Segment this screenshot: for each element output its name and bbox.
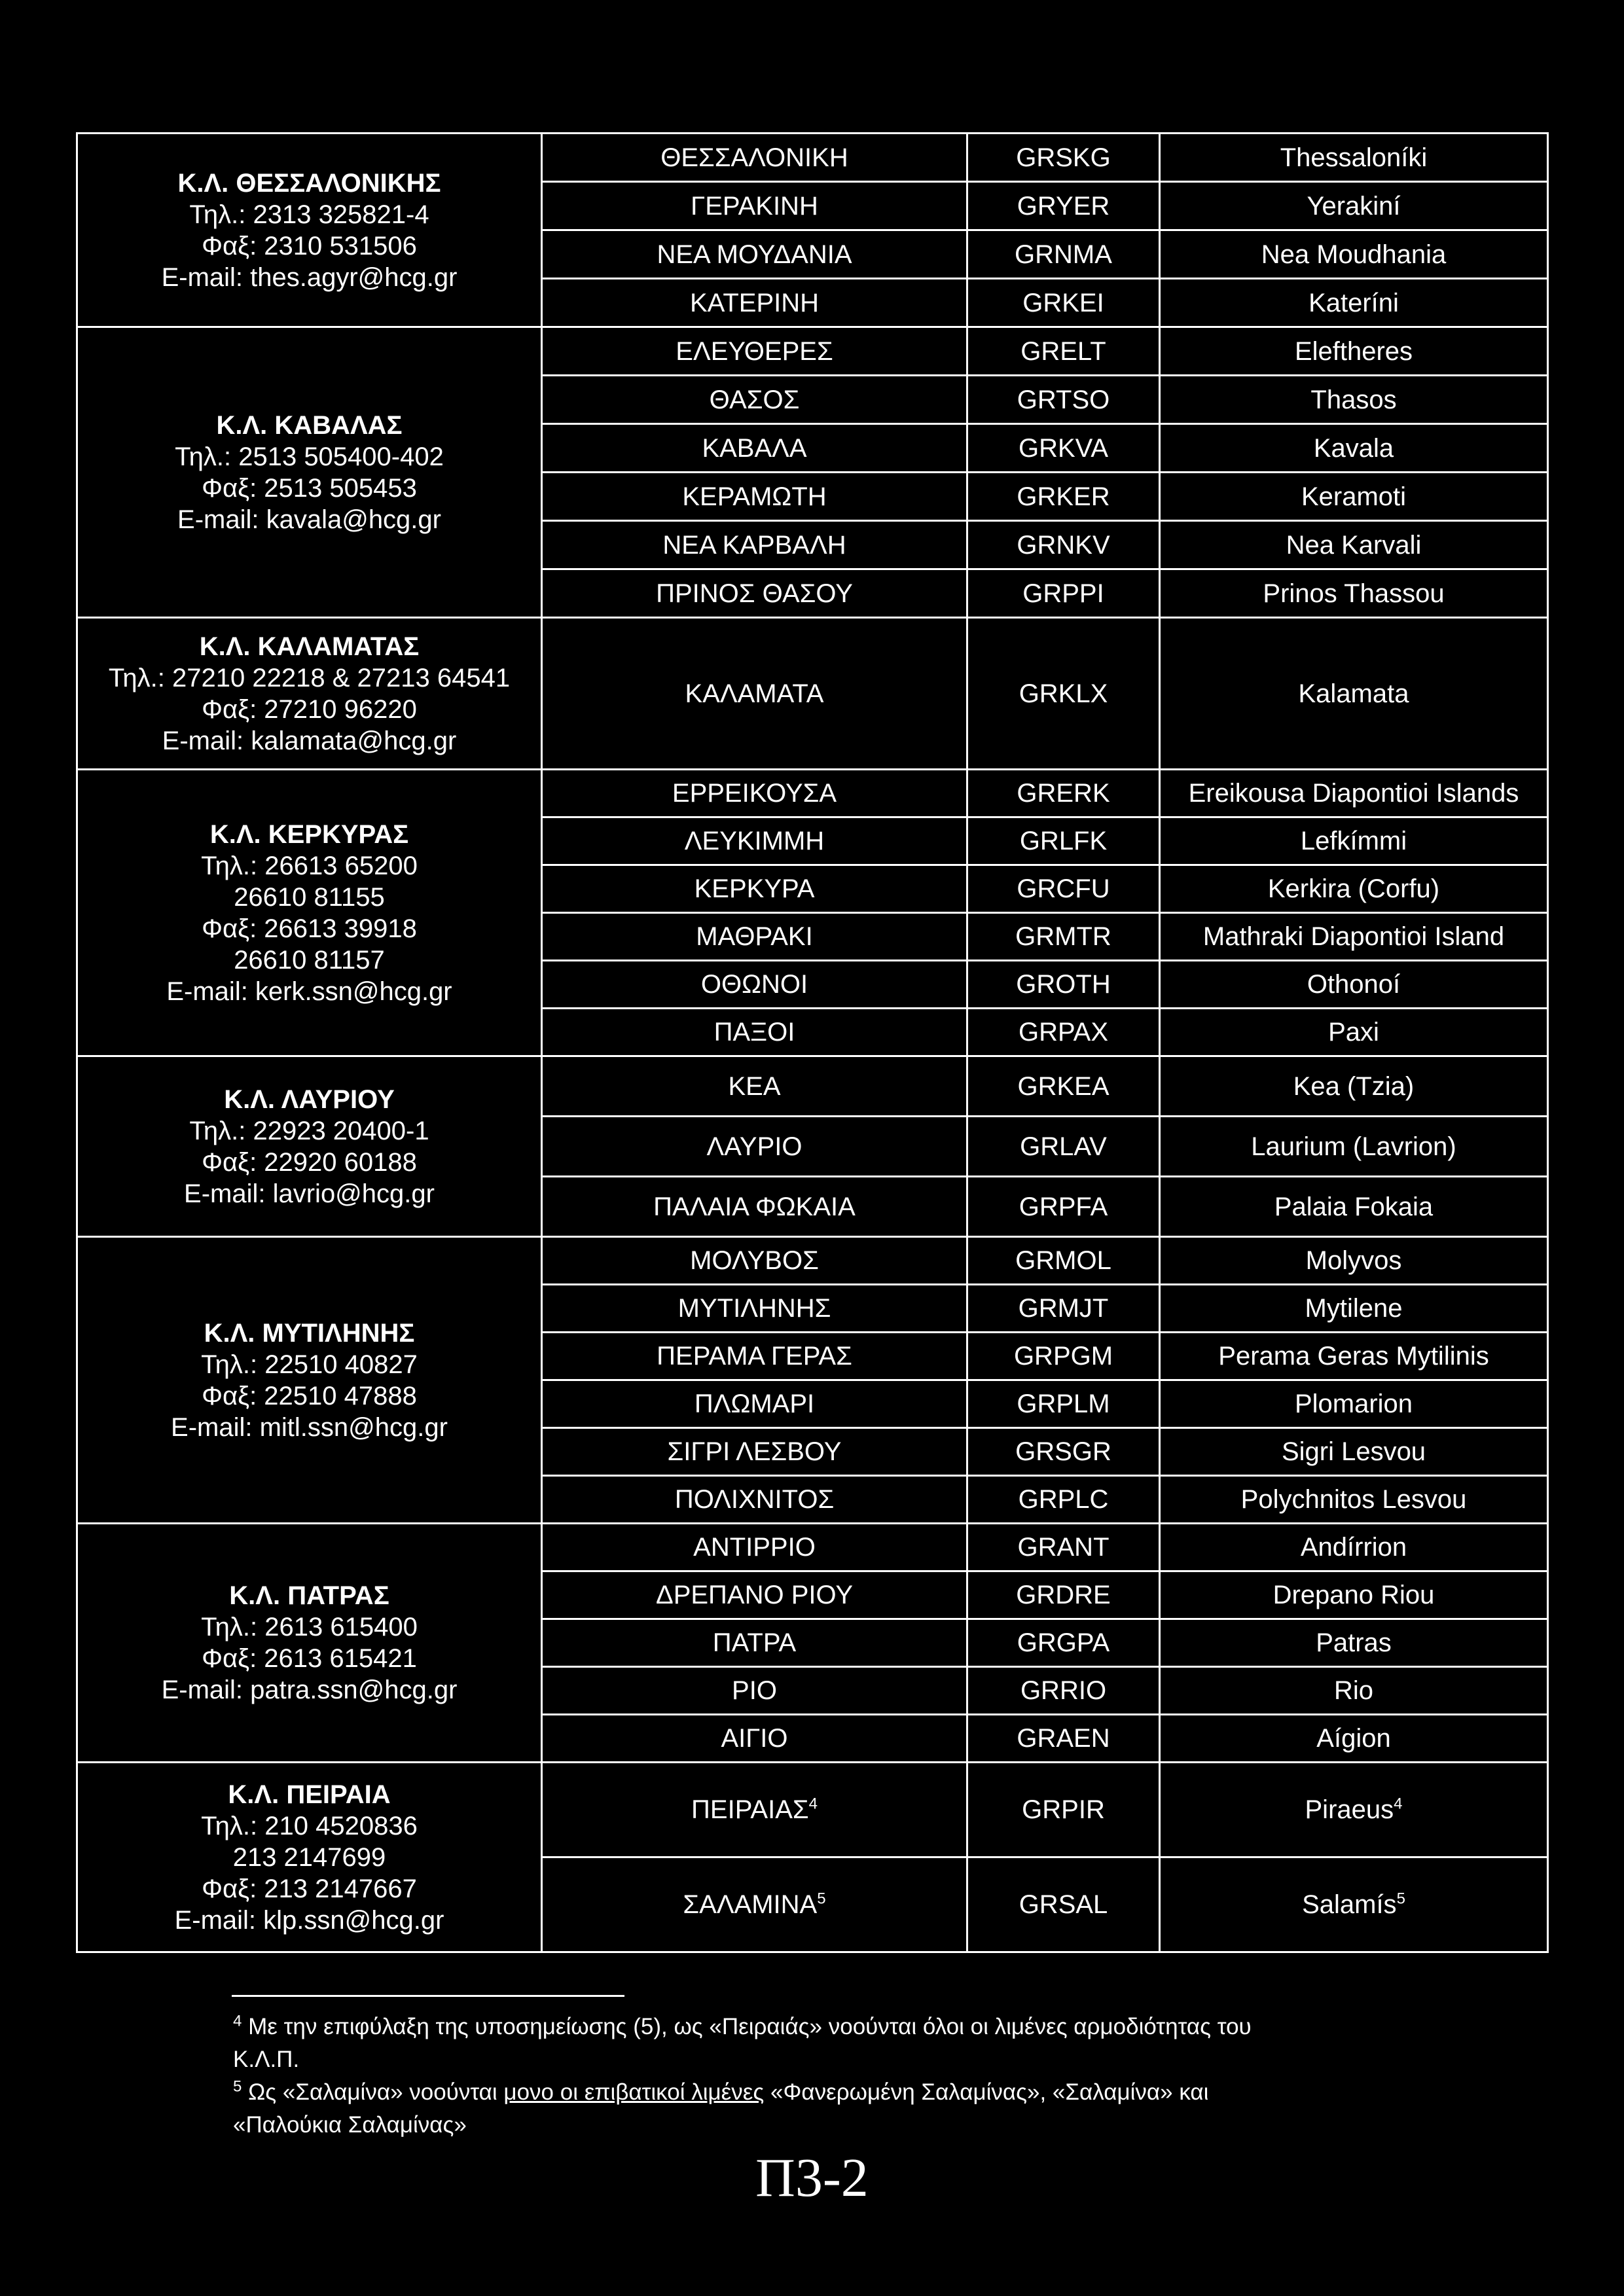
- authority-contact: Φαξ: 2513 505453: [202, 473, 417, 503]
- port-name-gr: ΘΕΣΣΑΛΟΝΙΚΗ: [542, 134, 967, 182]
- port-name-gr: ΠΟΛΙΧΝΙΤΟΣ: [542, 1476, 967, 1524]
- authority-contact: 213 2147699: [232, 1842, 386, 1872]
- port-code: GRPFA: [967, 1177, 1160, 1237]
- port-name-en: Paxi: [1160, 1009, 1548, 1056]
- port-code: GRDRE: [967, 1571, 1160, 1619]
- authority-name: Κ.Λ. ΚΑΒΑΛΑΣ: [216, 410, 403, 440]
- authority-name: Κ.Λ. ΘΕΣΣΑΛΟΝΙΚΗΣ: [177, 168, 441, 198]
- port-name-gr: ΡΙΟ: [542, 1667, 967, 1715]
- port-name-gr: ΜΥΤΙΛΗΝΗΣ: [542, 1285, 967, 1333]
- port-code: GRANT: [967, 1524, 1160, 1571]
- authority-contact: E-mail: kalamata@hcg.gr: [162, 726, 457, 755]
- port-code: GRNKV: [967, 521, 1160, 569]
- authority-name: Κ.Λ. ΠΕΙΡΑΙΑ: [228, 1780, 391, 1809]
- authority-contact: Τηλ.: 27210 22218 & 27213 64541: [108, 663, 511, 692]
- port-code: GRPLM: [967, 1380, 1160, 1428]
- port-name-gr: ΛΑΥΡΙΟ: [542, 1117, 967, 1177]
- port-code: GRKEI: [967, 279, 1160, 327]
- port-code: GRSAL: [967, 1857, 1160, 1952]
- port-name-en: Ereikousa Diapontioi Islands: [1160, 770, 1548, 817]
- port-name-en: Lefkímmi: [1160, 817, 1548, 865]
- port-name-gr: ΓΕΡΑΚΙΝΗ: [542, 182, 967, 230]
- port-name-en: Mytilene: [1160, 1285, 1548, 1333]
- authority-cell: [77, 1056, 542, 1237]
- port-code: GRPIR: [967, 1763, 1160, 1857]
- port-name-en: Palaia Fokaia: [1160, 1177, 1548, 1237]
- port-name-gr: ΑΙΓΙΟ: [542, 1715, 967, 1763]
- authority-name: Κ.Λ. ΚΑΛΑΜΑΤΑΣ: [199, 632, 420, 661]
- port-code: GRGPA: [967, 1619, 1160, 1667]
- authority-contact: Φαξ: 213 2147667: [202, 1874, 417, 1903]
- port-name-gr: ΔΡΕΠΑΝΟ ΡΙΟΥ: [542, 1571, 967, 1619]
- ports-table: [76, 132, 1549, 1953]
- port-code: GRAEN: [967, 1715, 1160, 1763]
- port-name-en: Thessaloníki: [1160, 134, 1548, 182]
- footnotes: [233, 2011, 1411, 2142]
- authority-contact: Φαξ: 22510 47888: [202, 1381, 417, 1410]
- port-name-en: Drepano Riou: [1160, 1571, 1548, 1619]
- table-row: [77, 134, 1548, 182]
- port-name-en: Salamís$^5$: [1160, 1857, 1548, 1952]
- footnote-4: $^4$ Με την επιφύλαξη της υποσημείωσης (5), ως «Πειραιάς» νοούνται όλοι οι λιμένες αρμοδιότητας του: [233, 2012, 1252, 2039]
- port-name-en: Mathraki Diapontioi Island: [1160, 913, 1548, 961]
- port-name-en: Perama Geras Mytilinis: [1160, 1333, 1548, 1380]
- port-name-en: Polychnitos Lesvou: [1160, 1476, 1548, 1524]
- port-name-en: Molyvos: [1160, 1237, 1548, 1285]
- port-code: GRPAX: [967, 1009, 1160, 1056]
- authority-cell: [77, 134, 542, 327]
- footnote-ref: 4: [1394, 1795, 1403, 1813]
- port-name-en: Keramoti: [1160, 473, 1548, 521]
- footnote-4-cont: Κ.Λ.Π.: [233, 2047, 300, 2072]
- port-code: GRLAV: [967, 1117, 1160, 1177]
- port-name-gr: ΠΑΤΡΑ: [542, 1619, 967, 1667]
- table-row: [77, 1524, 1548, 1571]
- authority-cell: [77, 770, 542, 1056]
- port-name-en: Thasos: [1160, 376, 1548, 424]
- port-name-en: Rio: [1160, 1667, 1548, 1715]
- port-name-en: Plomarion: [1160, 1380, 1548, 1428]
- port-name-gr: ΟΘΩΝΟΙ: [542, 961, 967, 1009]
- port-name-en: Eleftheres: [1160, 327, 1548, 376]
- port-name-en: Othonoí: [1160, 961, 1548, 1009]
- authority-contact: Τηλ.: 2513 505400-402: [175, 442, 444, 471]
- port-name-gr: ΝΕΑ ΚΑΡΒΑΛΗ: [542, 521, 967, 569]
- port-name-en: Kerkira (Corfu): [1160, 865, 1548, 913]
- port-name-en: Kavala: [1160, 424, 1548, 473]
- port-code: GRNMA: [967, 230, 1160, 279]
- port-name-gr: ΠΑΛΑΙΑ ΦΩΚΑΙΑ: [542, 1177, 967, 1237]
- port-code: GRMJT: [967, 1285, 1160, 1333]
- port-code: GRSKG: [967, 134, 1160, 182]
- footnote-5-cont: «Παλούκια Σαλαμίνας»: [233, 2112, 467, 2138]
- authority-contact: E-mail: klp.ssn@hcg.gr: [174, 1905, 444, 1935]
- port-name-en: Prinos Thassou: [1160, 569, 1548, 618]
- port-name-gr: ΚΕΡΚΥΡΑ: [542, 865, 967, 913]
- port-name-en: Piraeus$^4$: [1160, 1763, 1548, 1857]
- port-code: GRKEA: [967, 1056, 1160, 1117]
- authority-contact: Φαξ: 2310 531506: [202, 231, 417, 260]
- authority-contact: Τηλ.: 26613 65200: [201, 851, 418, 880]
- port-code: GRPPI: [967, 569, 1160, 618]
- port-name-gr: ΕΛΕΥΘΕΡΕΣ: [542, 327, 967, 376]
- port-name-gr: ΜΑΘΡΑΚΙ: [542, 913, 967, 961]
- port-name-gr: ΝΕΑ ΜΟΥΔΑΝΙΑ: [542, 230, 967, 279]
- port-name-en: Aígion: [1160, 1715, 1548, 1763]
- port-name-gr: ΠΡΙΝΟΣ ΘΑΣΟΥ: [542, 569, 967, 618]
- port-name-gr: ΣΙΓΡΙ ΛΕΣΒΟΥ: [542, 1428, 967, 1476]
- authority-cell: [77, 1237, 542, 1524]
- port-code: GRYER: [967, 182, 1160, 230]
- authority-name: Κ.Λ. ΚΕΡΚΥΡΑΣ: [209, 819, 409, 849]
- port-name-gr: ΣΑΛΑΜΙΝΑ$^5$: [542, 1857, 967, 1952]
- port-name-en: Nea Moudhania: [1160, 230, 1548, 279]
- port-name-en: Sigri Lesvou: [1160, 1428, 1548, 1476]
- authority-contact: Φαξ: 27210 96220: [202, 694, 417, 724]
- port-code: GRERK: [967, 770, 1160, 817]
- port-code: GRKER: [967, 473, 1160, 521]
- port-name-en: Andírrion: [1160, 1524, 1548, 1571]
- port-code: GRTSO: [967, 376, 1160, 424]
- port-name-gr: ΠΕΡΑΜΑ ΓΕΡΑΣ: [542, 1333, 967, 1380]
- footnote-ref: 5: [1396, 1890, 1405, 1908]
- port-name-gr: ΠΕΙΡΑΙΑΣ$^4$: [542, 1763, 967, 1857]
- footnote-5: $^5$ Ως «Σαλαμίνα» νοούνται μονο οι επιβατικοί λιμένες «Φανερωμένη Σαλαμίνας», «Σαλαμίνα» και: [233, 2077, 1209, 2105]
- authority-cell: [77, 1763, 542, 1952]
- port-code: GROTH: [967, 961, 1160, 1009]
- authority-contact: Τηλ.: 22510 40827: [201, 1350, 418, 1379]
- port-code: GRPGM: [967, 1333, 1160, 1380]
- footnote-ref: 4: [808, 1795, 818, 1813]
- port-name-gr: ΜΟΛΥΒΟΣ: [542, 1237, 967, 1285]
- port-name-en: Kateríni: [1160, 279, 1548, 327]
- port-name-gr: ΠΛΩΜΑΡΙ: [542, 1380, 967, 1428]
- port-name-gr: ΚΕΑ: [542, 1056, 967, 1117]
- authority-contact: Φαξ: 26613 39918: [202, 914, 417, 943]
- authority-contact: Φαξ: 22920 60188: [202, 1147, 417, 1177]
- port-name-en: Nea Karvali: [1160, 521, 1548, 569]
- authority-contact: Τηλ.: 2613 615400: [201, 1613, 418, 1641]
- authority-cell: [77, 1524, 542, 1763]
- authority-contact: E-mail: thes.agyr@hcg.gr: [161, 262, 458, 292]
- port-name-en: Kea (Tzia): [1160, 1056, 1548, 1117]
- authority-name: Κ.Λ. ΛΑΥΡΙΟΥ: [224, 1085, 395, 1114]
- authority-contact: 26610 81155: [234, 882, 385, 912]
- port-name-gr: ΑΝΤΙΡΡΙΟ: [542, 1524, 967, 1571]
- authority-contact: E-mail: kavala@hcg.gr: [177, 505, 441, 534]
- table-row: [77, 1237, 1548, 1285]
- authority-name: Κ.Λ. ΠΑΤΡΑΣ: [229, 1581, 389, 1610]
- authority-contact: E-mail: mitl.ssn@hcg.gr: [171, 1412, 448, 1442]
- port-name-gr: ΚΑΒΑΛΑ: [542, 424, 967, 473]
- table-row: [77, 618, 1548, 770]
- port-name-en: Patras: [1160, 1619, 1548, 1667]
- authority-contact: Τηλ.: 22923 20400-1: [189, 1116, 429, 1145]
- port-name-gr: ΚΑΤΕΡΙΝΗ: [542, 279, 967, 327]
- page-number: Π3-2: [755, 2147, 869, 2208]
- authority-contact: 26610 81157: [234, 945, 385, 975]
- port-name-en: Laurium (Lavrion): [1160, 1117, 1548, 1177]
- authority-contact: Τηλ.: 210 4520836: [201, 1811, 418, 1840]
- footnote-ref: 5: [817, 1890, 826, 1908]
- authority-contact: E-mail: kerk.ssn@hcg.gr: [166, 977, 452, 1006]
- authority-contact: Φαξ: 2613 615421: [202, 1644, 417, 1673]
- port-code: GRLFK: [967, 817, 1160, 865]
- port-code: GRELT: [967, 327, 1160, 376]
- port-code: GRMOL: [967, 1237, 1160, 1285]
- authority-name: Κ.Λ. ΜΥΤΙΛΗΝΗΣ: [204, 1318, 415, 1348]
- port-name-gr: ΕΡΡΕΙΚΟΥΣΑ: [542, 770, 967, 817]
- port-code: GRSGR: [967, 1428, 1160, 1476]
- port-name-gr: ΠΑΞΟΙ: [542, 1009, 967, 1056]
- footnote-separator: [232, 1995, 624, 1997]
- table-row: [77, 1763, 1548, 1857]
- port-code: GRRIO: [967, 1667, 1160, 1715]
- authority-contact: E-mail: patra.ssn@hcg.gr: [161, 1676, 458, 1704]
- port-code: GRKVA: [967, 424, 1160, 473]
- port-code: GRPLC: [967, 1476, 1160, 1524]
- port-name-gr: ΚΕΡΑΜΩΤΗ: [542, 473, 967, 521]
- port-name-en: Kalamata: [1160, 618, 1548, 770]
- authority-contact: E-mail: lavrio@hcg.gr: [184, 1179, 435, 1208]
- authority-contact: Τηλ.: 2313 325821-4: [189, 200, 429, 229]
- port-name-gr: ΚΑΛΑΜΑΤΑ: [542, 618, 967, 770]
- port-name-gr: ΛΕΥΚΙΜΜΗ: [542, 817, 967, 865]
- port-code: GRCFU: [967, 865, 1160, 913]
- port-code: GRKLX: [967, 618, 1160, 770]
- table-row: [77, 327, 1548, 376]
- port-name-en: Yerakiní: [1160, 182, 1548, 230]
- authority-cell: [77, 327, 542, 618]
- table-row: [77, 1056, 1548, 1117]
- port-name-gr: ΘΑΣΟΣ: [542, 376, 967, 424]
- table-row: [77, 770, 1548, 817]
- port-code: GRMTR: [967, 913, 1160, 961]
- authority-cell: [77, 618, 542, 770]
